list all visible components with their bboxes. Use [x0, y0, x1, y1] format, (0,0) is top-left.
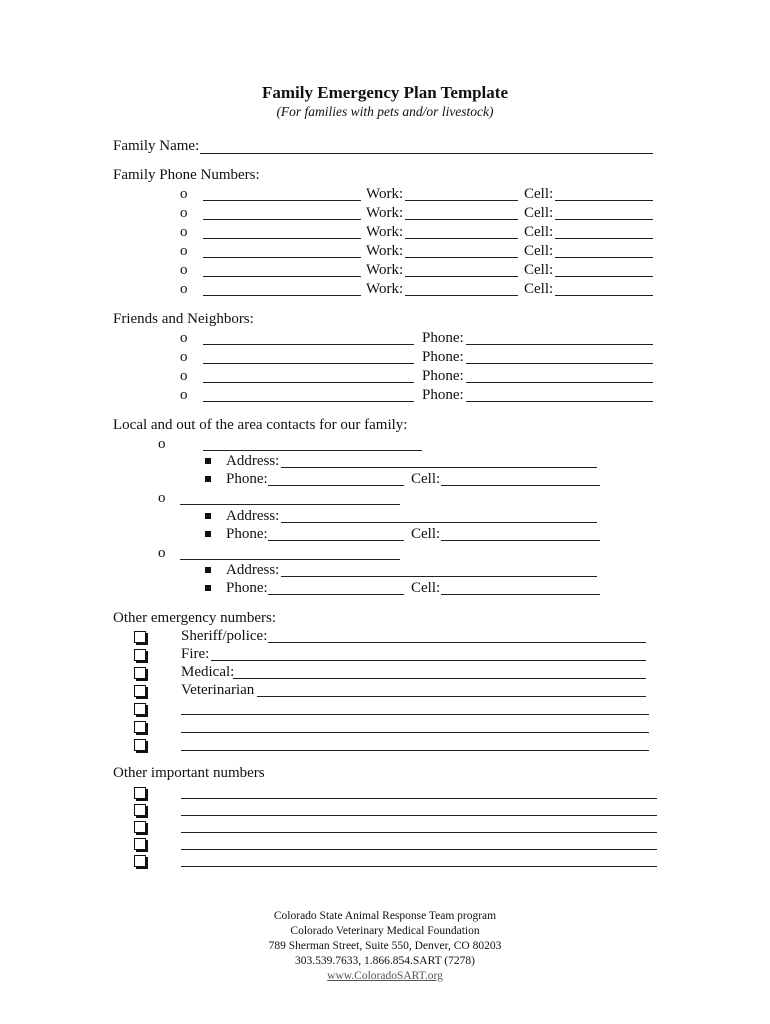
contact-cell-field[interactable]: [441, 485, 600, 486]
emergency-number-field[interactable]: [181, 750, 649, 751]
checkbox[interactable]: [134, 667, 146, 679]
cell-phone-field[interactable]: [555, 219, 653, 220]
footer-program: Colorado State Animal Response Team program: [273, 910, 497, 922]
important-number-field[interactable]: [181, 798, 657, 799]
family-member-name-field[interactable]: [203, 200, 361, 201]
emergency-number-field[interactable]: [211, 660, 646, 661]
list-bullet: o: [158, 436, 166, 452]
phone-label: Phone:: [422, 387, 464, 403]
important-number-field[interactable]: [181, 815, 657, 816]
work-label: Work:: [366, 281, 404, 297]
cell-label: Cell:: [524, 186, 554, 202]
checkbox[interactable]: [134, 821, 146, 833]
list-bullet: o: [180, 243, 188, 259]
checkbox[interactable]: [134, 787, 146, 799]
contact-name-field[interactable]: [203, 450, 422, 451]
cell-phone-field[interactable]: [555, 295, 653, 296]
square-bullet-icon: [205, 458, 211, 464]
contact-cell-field[interactable]: [441, 594, 600, 595]
important-number-field[interactable]: [181, 866, 657, 867]
work-phone-field[interactable]: [405, 257, 518, 258]
square-bullet-icon: [205, 531, 211, 537]
list-bullet: o: [180, 349, 188, 365]
phone-label: Phone:: [226, 471, 268, 487]
friend-name-field[interactable]: [203, 401, 414, 402]
checkbox[interactable]: [134, 739, 146, 751]
contacts-heading: Local and out of the area contacts for our family:: [113, 417, 408, 433]
emergency-number-field[interactable]: [181, 732, 649, 733]
important-number-field[interactable]: [181, 832, 657, 833]
square-bullet-icon: [205, 513, 211, 519]
phone-label: Phone:: [422, 349, 464, 365]
friend-phone-field[interactable]: [466, 344, 653, 345]
footer-phones: 303.539.7633, 1.866.854.SART (7278): [295, 955, 475, 967]
emergency-number-field[interactable]: [181, 714, 649, 715]
footer-website-link[interactable]: www.ColoradoSART.org: [327, 970, 443, 982]
checkbox[interactable]: [134, 685, 146, 697]
work-phone-field[interactable]: [405, 219, 518, 220]
contact-phone-field[interactable]: [268, 594, 404, 595]
work-label: Work:: [366, 205, 404, 221]
cell-label: Cell:: [524, 243, 554, 259]
friend-name-field[interactable]: [203, 344, 414, 345]
emergency-number-field[interactable]: [257, 696, 646, 697]
work-label: Work:: [366, 186, 404, 202]
work-label: Work:: [366, 243, 404, 259]
contact-address-field[interactable]: [281, 522, 597, 523]
work-phone-field[interactable]: [405, 200, 518, 201]
checkbox[interactable]: [134, 703, 146, 715]
phone-label: Phone:: [422, 330, 464, 346]
friend-name-field[interactable]: [203, 363, 414, 364]
friend-phone-field[interactable]: [466, 363, 653, 364]
family-name-field[interactable]: [200, 153, 653, 154]
checkbox[interactable]: [134, 721, 146, 733]
emergency-item-label: Veterinarian: [181, 682, 255, 698]
emergency-item-label: Fire:: [181, 646, 210, 662]
square-bullet-icon: [205, 476, 211, 482]
important-number-field[interactable]: [181, 849, 657, 850]
cell-phone-field[interactable]: [555, 238, 653, 239]
square-bullet-icon: [205, 567, 211, 573]
footer-address: 789 Sherman Street, Suite 550, Denver, CO 80203: [268, 940, 502, 952]
phone-label: Phone:: [226, 580, 268, 596]
friend-phone-field[interactable]: [466, 401, 653, 402]
cell-label: Cell:: [411, 471, 441, 487]
cell-label: Cell:: [524, 205, 554, 221]
family-name-label: Family Name:: [113, 138, 200, 154]
checkbox[interactable]: [134, 649, 146, 661]
cell-label: Cell:: [411, 526, 441, 542]
emergency-item-label: Medical:: [181, 664, 235, 680]
emergency-number-field[interactable]: [233, 678, 646, 679]
family-member-name-field[interactable]: [203, 276, 361, 277]
family-member-name-field[interactable]: [203, 219, 361, 220]
emergency-heading: Other emergency numbers:: [113, 610, 277, 626]
address-label: Address:: [226, 453, 280, 469]
cell-phone-field[interactable]: [555, 257, 653, 258]
work-phone-field[interactable]: [405, 295, 518, 296]
checkbox[interactable]: [134, 804, 146, 816]
contact-phone-field[interactable]: [268, 485, 404, 486]
list-bullet: o: [180, 281, 188, 297]
list-bullet: o: [180, 387, 188, 403]
friend-phone-field[interactable]: [466, 382, 653, 383]
phone-label: Phone:: [422, 368, 464, 384]
work-phone-field[interactable]: [405, 238, 518, 239]
cell-phone-field[interactable]: [555, 276, 653, 277]
checkbox[interactable]: [134, 855, 146, 867]
address-label: Address:: [226, 508, 280, 524]
family-member-name-field[interactable]: [203, 238, 361, 239]
cell-label: Cell:: [524, 281, 554, 297]
friend-name-field[interactable]: [203, 382, 414, 383]
footer-foundation: Colorado Veterinary Medical Foundation: [290, 925, 480, 937]
family-member-name-field[interactable]: [203, 295, 361, 296]
list-bullet: o: [158, 490, 166, 506]
friends-heading: Friends and Neighbors:: [113, 311, 254, 327]
list-bullet: o: [180, 186, 188, 202]
contact-name-field[interactable]: [180, 559, 400, 560]
contact-phone-field[interactable]: [268, 540, 404, 541]
work-label: Work:: [366, 262, 404, 278]
checkbox[interactable]: [134, 631, 146, 643]
cell-phone-field[interactable]: [555, 200, 653, 201]
address-label: Address:: [226, 562, 280, 578]
work-label: Work:: [366, 224, 404, 240]
emergency-item-label: Sheriff/police:: [181, 628, 268, 644]
list-bullet: o: [180, 224, 188, 240]
emergency-number-field[interactable]: [268, 642, 646, 643]
list-bullet: o: [180, 330, 188, 346]
work-phone-field[interactable]: [405, 276, 518, 277]
contact-address-field[interactable]: [281, 467, 597, 468]
cell-label: Cell:: [411, 580, 441, 596]
cell-label: Cell:: [524, 262, 554, 278]
phone-label: Phone:: [226, 526, 268, 542]
family-phones-heading: Family Phone Numbers:: [113, 167, 260, 183]
list-bullet: o: [180, 205, 188, 221]
important-heading: Other important numbers: [113, 765, 265, 781]
cell-label: Cell:: [524, 224, 554, 240]
list-bullet: o: [180, 368, 188, 384]
contact-name-field[interactable]: [180, 504, 400, 505]
page-subtitle: (For families with pets and/or livestock): [276, 104, 494, 119]
list-bullet: o: [158, 545, 166, 561]
contact-address-field[interactable]: [281, 576, 597, 577]
square-bullet-icon: [205, 585, 211, 591]
family-member-name-field[interactable]: [203, 257, 361, 258]
checkbox[interactable]: [134, 838, 146, 850]
list-bullet: o: [180, 262, 188, 278]
page-title: Family Emergency Plan Template: [261, 83, 508, 102]
contact-cell-field[interactable]: [441, 540, 600, 541]
